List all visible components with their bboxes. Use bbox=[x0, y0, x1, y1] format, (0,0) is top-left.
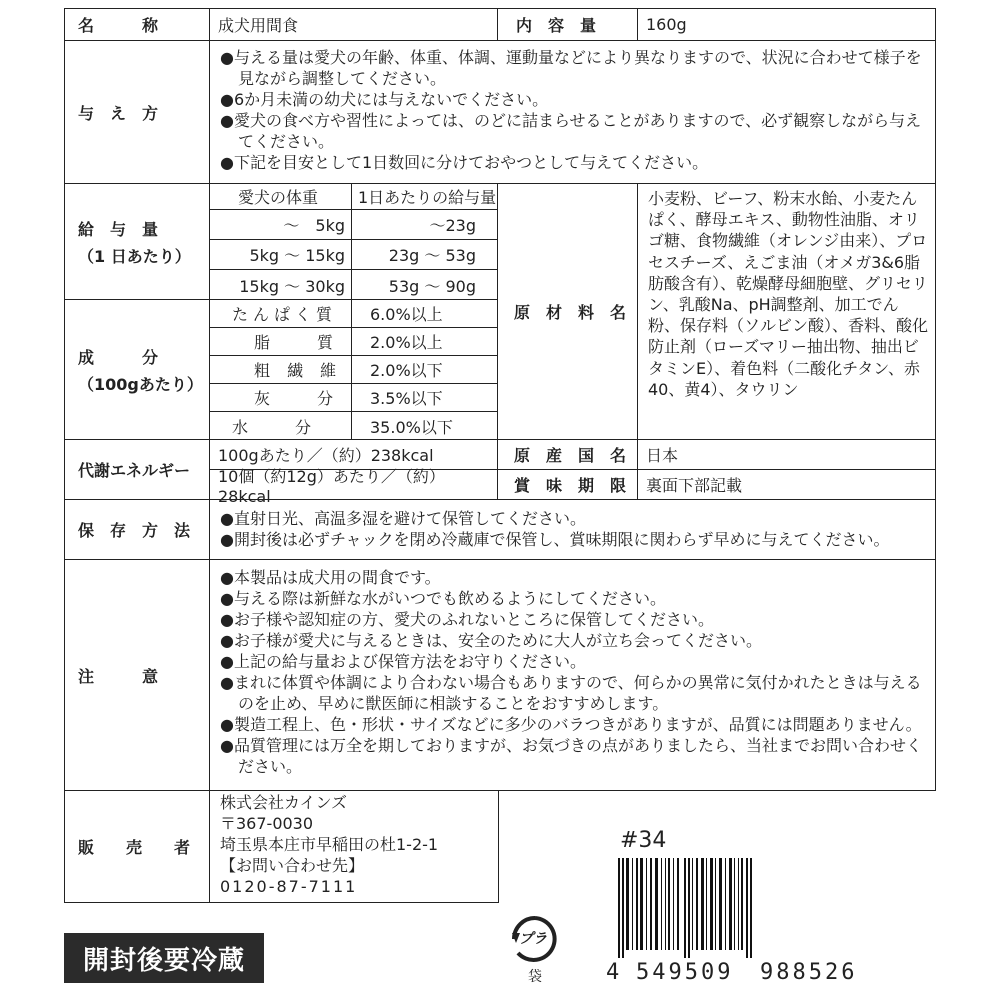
feeding-method-label bbox=[64, 41, 210, 184]
storage-label-text: 保 存 方 法 bbox=[78, 521, 191, 540]
comp-name-cell bbox=[210, 328, 352, 356]
comp-name-cell bbox=[210, 356, 352, 384]
caution-text bbox=[210, 560, 936, 791]
seller-contact-heading: 【お問い合わせ先】 bbox=[220, 856, 365, 875]
name-label bbox=[64, 8, 210, 41]
barcode-bar bbox=[632, 858, 633, 950]
barcode-bar bbox=[706, 858, 707, 950]
barcode-bar bbox=[725, 858, 726, 950]
fa-header-weight bbox=[210, 184, 352, 210]
origin-label bbox=[498, 440, 638, 470]
comp-value-cell bbox=[352, 300, 498, 328]
recycle-mark-text: プラ bbox=[519, 931, 547, 947]
comp-name-cell bbox=[210, 412, 352, 440]
caution-label bbox=[64, 560, 210, 791]
storage-line: ●開封後は必ずチャックを閉め冷蔵庫で保管し、賞味期限に関わらず早めに与えてください。 bbox=[220, 530, 890, 549]
best-before-label bbox=[498, 470, 638, 500]
fa-weight-text: 〜 5kg bbox=[283, 216, 345, 235]
barcode bbox=[612, 858, 876, 958]
best-before-value-text: 裏面下部記載 bbox=[646, 476, 743, 495]
comp-name-text: 水 分 bbox=[232, 417, 317, 437]
caution-line: ●お子様や認知症の方、愛犬のふれないところに保管してください。 bbox=[220, 610, 714, 629]
barcode-bar bbox=[715, 858, 716, 950]
caution-line: ●本製品は成犬用の間食です。 bbox=[220, 568, 441, 587]
barcode-bar bbox=[719, 858, 722, 950]
fa-header-weight-text: 愛犬の体重 bbox=[238, 188, 319, 207]
caution-line: ●上記の給与量および保管方法をお守りください。 bbox=[220, 652, 586, 671]
barcode-bar bbox=[734, 858, 735, 950]
barcode-bars bbox=[612, 858, 876, 958]
seller-phone: 0120-87-7111 bbox=[220, 877, 358, 896]
feeding-amount-label-line1: 給 与 量 bbox=[78, 219, 159, 239]
name-value-text: 成犬用間食 bbox=[218, 16, 299, 35]
barcode-number-group2: 988526 bbox=[760, 960, 858, 985]
fa-amount-text: 〜23g bbox=[429, 216, 476, 235]
barcode-bar bbox=[677, 858, 679, 950]
comp-name-text: たんぱく質 bbox=[232, 305, 338, 324]
caution-line: ●製造工程上、色・形状・サイズなどに多少のバラつきがありますが、品質には問題ありません。 bbox=[220, 715, 922, 734]
seller-label bbox=[64, 790, 210, 903]
name-value bbox=[210, 8, 498, 41]
fa-weight-text: 5kg 〜 15kg bbox=[249, 246, 345, 265]
comp-value-text: 3.5%以下 bbox=[370, 389, 443, 408]
barcode-bar bbox=[640, 858, 643, 950]
composition-label-line2: （100gあたり） bbox=[78, 374, 203, 394]
fa-weight-text: 15kg 〜 30kg bbox=[239, 276, 345, 296]
energy-line2-text: 10個（約12g）あたり／（約）28kcal bbox=[218, 466, 445, 506]
caution-line: ●まれに体質や体調により合わない場合もありますので、何らかの異常に気付かれたときは与えるのを止め、早めに獣医師に相談することをおすすめします。 bbox=[220, 673, 922, 713]
best-before-label-text: 賞 味 期 限 bbox=[514, 476, 627, 495]
barcode-bar bbox=[710, 858, 713, 950]
refrigerate-stamp bbox=[64, 933, 264, 983]
barcode-bar bbox=[701, 858, 704, 950]
ingredients-label-text: 原 材 料 名 bbox=[514, 303, 627, 322]
name-label-text: 名 称 bbox=[78, 16, 159, 35]
barcode-bar bbox=[729, 858, 732, 950]
comp-value-cell bbox=[352, 356, 498, 384]
barcode-bar bbox=[661, 858, 662, 950]
ingredients-label bbox=[498, 184, 638, 440]
composition-label bbox=[64, 300, 210, 440]
fa-amount-text: 53g 〜 90g bbox=[388, 276, 476, 296]
feeding-amount-label bbox=[64, 184, 210, 300]
origin-value-text: 日本 bbox=[646, 446, 679, 465]
barcode-bar bbox=[684, 858, 686, 958]
comp-value-cell bbox=[352, 384, 498, 412]
barcode-bar bbox=[622, 858, 624, 958]
barcode-bar bbox=[688, 858, 690, 958]
comp-name-cell bbox=[210, 300, 352, 328]
refrigerate-stamp-text: 開封後要冷蔵 bbox=[82, 945, 245, 976]
comp-value-text: 6.0%以上 bbox=[370, 305, 443, 324]
barcode-bar bbox=[636, 858, 638, 950]
comp-value-text: 2.0%以上 bbox=[370, 333, 443, 352]
fa-weight-cell bbox=[210, 270, 352, 300]
recycle-caption: 袋 bbox=[528, 969, 542, 985]
caution-line: ●お子様が愛犬に与えるときは、安全のために大人が立ち会ってください。 bbox=[220, 631, 762, 650]
fa-amount-cell bbox=[352, 270, 498, 300]
seller-company: 株式会社カインズ bbox=[220, 793, 348, 812]
comp-name-text: 脂 質 bbox=[254, 333, 339, 352]
feeding-amount-label-line2: （1 日あたり） bbox=[78, 246, 191, 266]
energy-line2-cell bbox=[210, 466, 498, 506]
origin-value bbox=[638, 440, 936, 470]
seller-address: 埼玉県本庄市早稲田の杜1-2-1 bbox=[220, 835, 439, 854]
barcode-bar bbox=[696, 858, 698, 950]
content-label-text: 内 容 量 bbox=[516, 16, 597, 35]
origin-label-text: 原 産 国 名 bbox=[514, 446, 627, 465]
barcode-bar bbox=[665, 858, 666, 950]
comp-value-text: 35.0%以下 bbox=[370, 417, 453, 437]
seller-postal: 〒367-0030 bbox=[220, 814, 314, 833]
fa-amount-cell bbox=[352, 240, 498, 270]
feeding-method-text bbox=[210, 41, 936, 184]
feeding-method-label-text: 与 え 方 bbox=[78, 104, 159, 123]
barcode-bar bbox=[626, 858, 629, 950]
barcode-bar bbox=[746, 858, 748, 958]
storage-text bbox=[210, 500, 936, 560]
fa-weight-cell bbox=[210, 210, 352, 240]
caution-label-text: 注 意 bbox=[78, 666, 159, 686]
fa-header-amount-text: 1日あたりの給与量 bbox=[358, 188, 497, 207]
barcode-number-group1: 549509 bbox=[636, 960, 734, 985]
comp-value-text: 2.0%以下 bbox=[370, 361, 443, 380]
barcode-code-label: #34 bbox=[620, 828, 667, 853]
feeding-method-line: ●下記を目安として1日数回に分けておやつとして与えてください。 bbox=[220, 153, 709, 172]
barcode-bar bbox=[673, 858, 674, 950]
barcode-bar bbox=[692, 858, 693, 950]
feeding-method-line: ●与える量は愛犬の年齢、体重、体調、運動量などにより異なりますので、状況に合わせて様子を見ながら調整してください。 bbox=[220, 48, 922, 88]
barcode-bar bbox=[668, 858, 670, 950]
content-value bbox=[638, 8, 936, 41]
caution-line: ●与える際は新鮮な水がいつでも飲めるようにしてください。 bbox=[220, 589, 666, 608]
energy-label bbox=[64, 440, 210, 500]
composition-label-line1: 成 分 bbox=[78, 347, 159, 367]
fa-header-amount bbox=[352, 184, 498, 210]
feeding-method-line: ●愛犬の食べ方や習性によっては、のどに詰まらせることがありますので、必ず観察しながら与えてください。 bbox=[220, 111, 922, 151]
barcode-bar bbox=[741, 858, 743, 950]
storage-line: ●直射日光、高温多湿を避けて保管してください。 bbox=[220, 509, 586, 528]
comp-name-text: 粗 繊 維 bbox=[254, 361, 343, 380]
barcode-number-first: 4 bbox=[606, 960, 623, 985]
barcode-bar bbox=[655, 858, 658, 950]
fa-amount-cell bbox=[352, 210, 498, 240]
content-label bbox=[498, 8, 638, 41]
feeding-method-line: ●6か月未満の幼犬には与えないでください。 bbox=[220, 90, 549, 109]
best-before-value bbox=[638, 470, 936, 500]
content-value-text: 160g bbox=[646, 15, 687, 34]
fa-weight-cell bbox=[210, 240, 352, 270]
ingredients-text bbox=[638, 184, 936, 440]
storage-label bbox=[64, 500, 210, 560]
comp-value-cell bbox=[352, 328, 498, 356]
barcode-bar bbox=[650, 858, 652, 950]
energy-label-text: 代謝エネルギー bbox=[78, 461, 191, 480]
barcode-bar bbox=[646, 858, 647, 950]
barcode-bar bbox=[738, 858, 739, 950]
ingredients-text-content: 小麦粉、ビーフ、粉末水飴、小麦たんぱく、酵母エキス、動物性油脂、オリゴ糖、食物繊維（オレンジ由来）、プロセスチーズ、えごま油（オメガ3&6脂肪酸含有）、乾燥酵母細胞壁、グリセリン、乳酸Na、pH調整剤、加工でん粉、保存料（ソルビン酸）、香料、酸化防止剤（ローズマリー抽出物、抽出ビタミンE）、着色料（二酸化チタン、赤40、黄4）、タウリン bbox=[648, 189, 929, 399]
comp-name-cell bbox=[210, 384, 352, 412]
barcode-bar bbox=[750, 858, 752, 958]
comp-name-text: 灰 分 bbox=[254, 389, 339, 408]
barcode-bar bbox=[618, 858, 620, 958]
energy-line1-text: 100gあたり／（約）238kcal bbox=[218, 446, 434, 465]
seller-label-text: 販 売 者 bbox=[78, 838, 191, 857]
seller-text bbox=[210, 790, 499, 903]
comp-value-cell bbox=[352, 412, 498, 440]
fa-amount-text: 23g 〜 53g bbox=[388, 246, 476, 265]
caution-line: ●品質管理には万全を期しておりますが、お気づきの点がありましたら、当社までお問い合わせください。 bbox=[220, 736, 922, 776]
